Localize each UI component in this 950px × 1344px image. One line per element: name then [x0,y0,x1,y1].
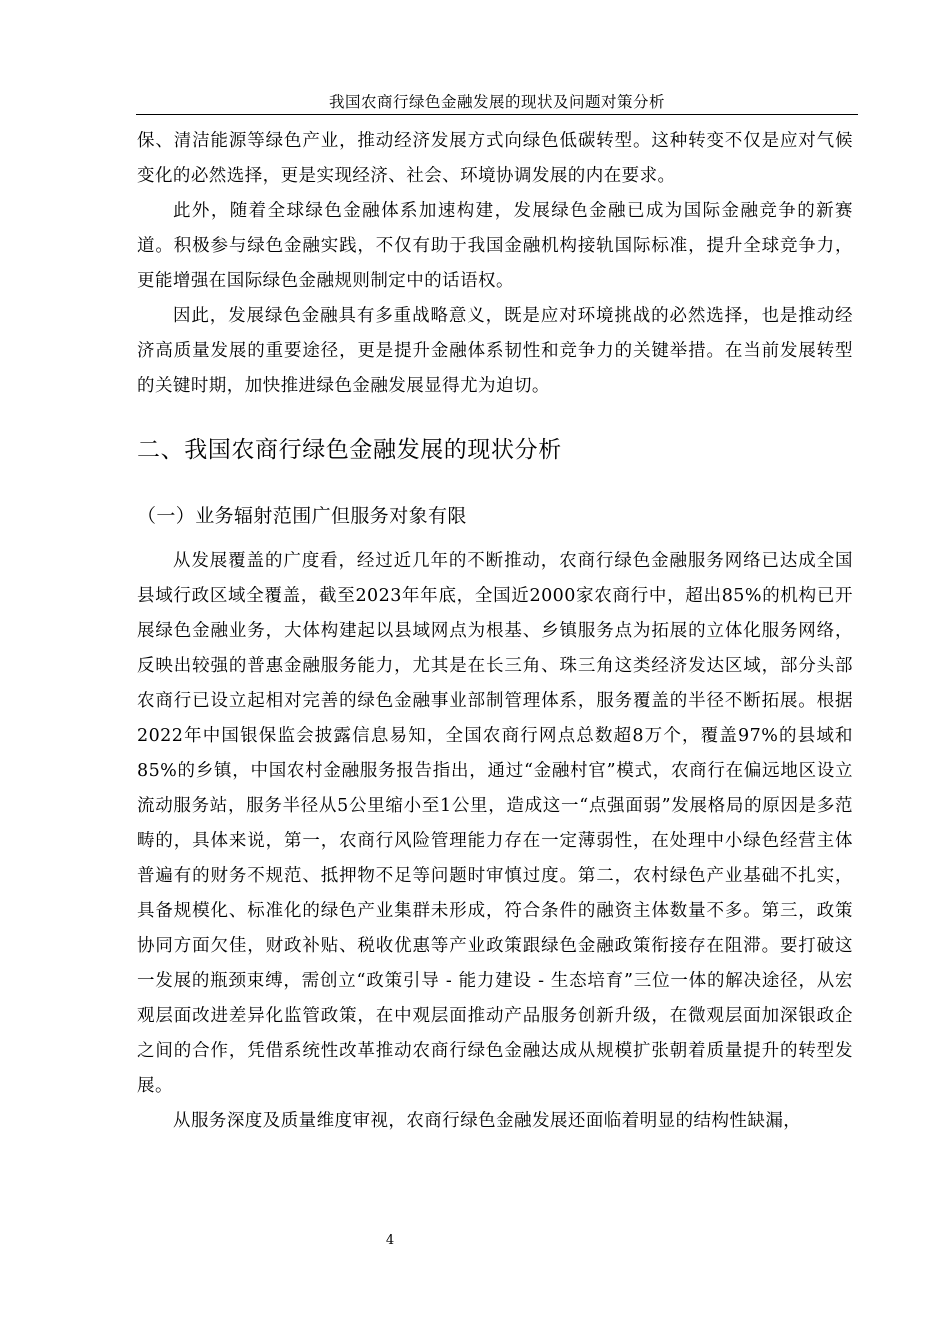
document-body [137,124,853,1139]
header-rule [136,114,858,115]
paragraph-service-depth: 从服务深度及质量维度审视，农商行绿色金融发展还面临着明显的结构性缺漏， [173,1111,802,1131]
page-number: 4 [385,1233,395,1248]
paragraph-continuation: 保、清洁能源等绿色产业，推动经济发展方式向绿色低碳转型。这种转变不仅是应对气候变化的必然选择，更是实现经济、社会、环境协调发展的内在要求。 [137,131,853,186]
running-header: 我国农商行绿色金融发展的现状及问题对策分析 [328,93,665,111]
section-heading: 二、我国农商行绿色金融发展的现状分析 [137,437,562,463]
paragraph-strategic-significance: 因此，发展绿色金融具有多重战略意义，既是应对环境挑战的必然选择，也是推动经济高质量发展的重要途径，更是提升金融体系韧性和竞争力的关键举措。在当前发展转型的关键时期，加快推进绿色金融发展显得尤为迫切。 [137,306,853,396]
paragraph-international-competition: 此外，随着全球绿色金融体系加速构建，发展绿色金融已成为国际金融竞争的新赛道。积极参与绿色金融实践，不仅有助于我国金融机构接轨国际标准，提升全球竞争力，更能增强在国际绿色金融规则制定中的话语权。 [137,201,853,291]
paragraph-coverage-analysis: 从发展覆盖的广度看，经过近几年的不断推动，农商行绿色金融服务网络已达成全国县域行政区域全覆盖，截至2023年年底，全国近2000家农商行中，超出85%的机构已开展绿色金融业务，大体构建起以县域网点为根基、乡镇服务点为拓展的立体化服务网络，反映出较强的普惠金融服务能力，尤其是在长三角、珠三角这类经济发达区域，部分头部农商行已设立起相对完善的绿色金融事业部制管理体系，服务覆盖的半径不断拓展。根据2022年中国银保监会披露信息易知，全国农商行网点总数超8万个，覆盖97%的县域和85%的乡镇，中国农村金融服务报告指出，通过“金融村官”模式，农商行在偏远地区设立流动服务站，服务半径从5公里缩小至1公里，造成这一“点强面弱”发展格局的原因是多范畴的，具体来说，第一，农商行风险管理能力存在一定薄弱性，在处理中小绿色经营主体普遍有的财务不规范、抵押物不足等问题时审慎过度。第二，农村绿色产业基础不扎实，具备规模化、标准化的绿色产业集群未形成，符合条件的融资主体数量不多。第三，政策协同方面欠佳，财政补贴、税收优惠等产业政策跟绿色金融政策衔接存在阻滞。要打破这一发展的瓶颈束缚，需创立“政策引导 - 能力建设 - 生态培育”三位一体的解决途径，从宏观层面改进差异化监管政策，在中观层面推动产品服务创新升级，在微观层面加深银政企之间的合作，凭借系统性改革推动农商行绿色金融达成从规模扩张朝着质量提升的转型发展。 [137,551,853,1096]
subsection-heading: （一）业务辐射范围广但服务对象有限 [137,505,467,527]
